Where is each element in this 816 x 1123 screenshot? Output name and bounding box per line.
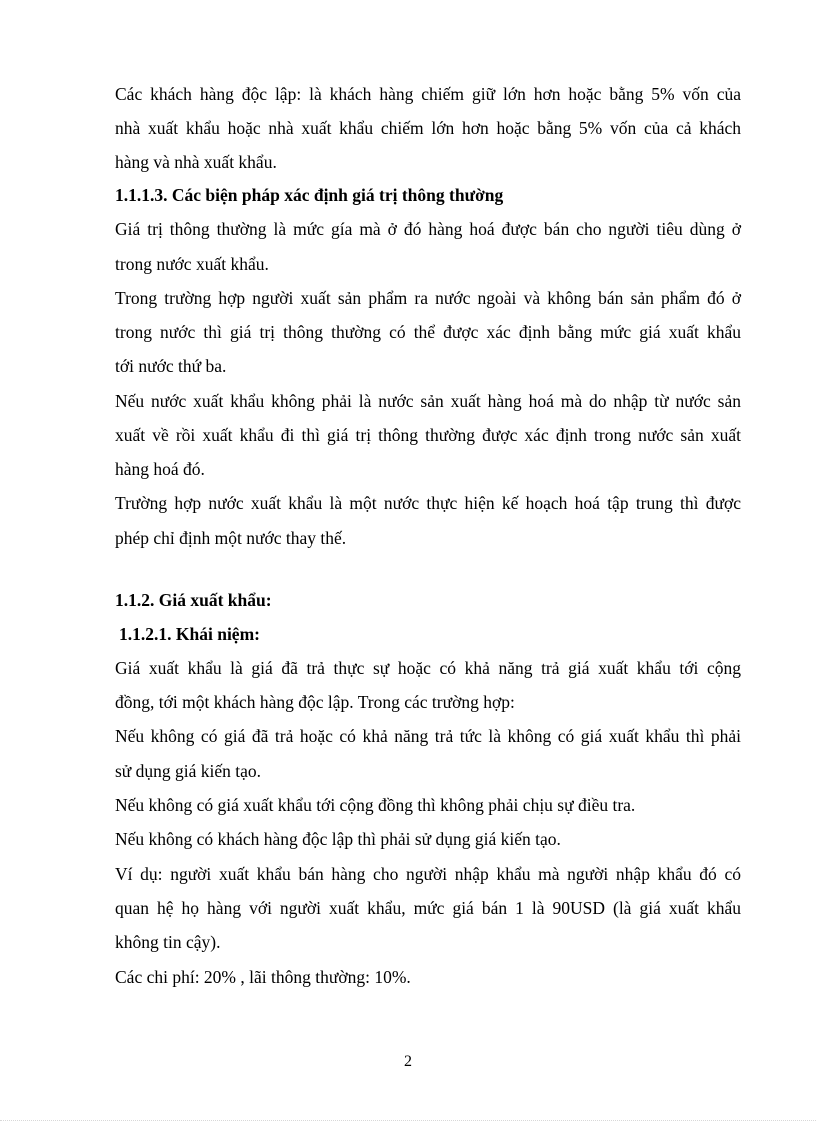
subsection-heading: 1.1.2.1. Khái niệm: [119,624,260,644]
section-heading: 1.1.1.3. Các biện pháp xác định giá trị thông thường [115,185,504,205]
paragraph-line: trong nước thì giá trị thông thường có thể được xác định bằng mức giá xuất khẩu [115,322,741,342]
paragraph-line: Nếu không có khách hàng độc lập thì phải sử dụng giá kiến tạo. [115,829,561,849]
paragraph-line: Các khách hàng độc lập: là khách hàng chiếm giữ lớn hơn hoặc bằng 5% vốn của [115,84,741,104]
paragraph-line: Ví dụ: người xuất khẩu bán hàng cho người nhập khẩu mà người nhập khẩu đó có [115,864,741,884]
paragraph-line: hàng và nhà xuất khẩu. [115,152,277,172]
paragraph-line: phép chỉ định một nước thay thế. [115,528,347,548]
paragraph-line: đồng, tới một khách hàng độc lập. Trong các trường hợp: [115,692,515,712]
paragraph-line: tới nước thứ ba. [115,356,227,376]
paragraph-line: trong nước xuất khẩu. [115,254,269,274]
paragraph-line: quan hệ họ hàng với người xuất khẩu, mức giá bán 1 là 90USD (là giá xuất khẩu [115,898,741,918]
section-heading: 1.1.2. Giá xuất khẩu: [115,590,272,610]
paragraph-line: Giá trị thông thường là mức gía mà ở đó hàng hoá được bán cho người tiêu dùng ở [115,219,741,239]
paragraph-line: Các chi phí: 20% , lãi thông thường: 10%. [115,967,411,987]
page-number: 2 [404,1053,412,1070]
paragraph-line: Trong trường hợp người xuất sản phẩm ra nước ngoài và không bán sản phẩm đó ở [115,288,741,308]
paragraph-line: nhà xuất khẩu hoặc nhà xuất khẩu chiếm lớn hơn hoặc bằng 5% vốn của cả khách [115,118,741,138]
paragraph-line: Trường hợp nước xuất khẩu là một nước thực hiện kế hoạch hoá tập trung thì được [115,493,741,513]
paragraph-line: không tin cậy). [115,932,221,952]
page-bottom-divider [0,1120,816,1121]
paragraph-line: Nếu không có giá đã trả hoặc có khả năng trả tức là không có giá xuất khẩu thì phải [115,726,741,746]
paragraph-line: Nếu nước xuất khẩu không phải là nước sản xuất hàng hoá mà do nhập từ nước sản [115,391,741,411]
paragraph-line: Giá xuất khẩu là giá đã trả thực sự hoặc có khả năng trả giá xuất khẩu tới cộng [115,658,741,678]
paragraph-line: Nếu không có giá xuất khẩu tới cộng đồng thì không phải chịu sự điều tra. [115,795,636,815]
paragraph-line: xuất về rồi xuất khẩu đi thì giá trị thông thường được xác định trong nước sản xuất [115,425,741,445]
paragraph-line: hàng hoá đó. [115,459,205,479]
paragraph-line: sử dụng giá kiến tạo. [115,761,262,781]
